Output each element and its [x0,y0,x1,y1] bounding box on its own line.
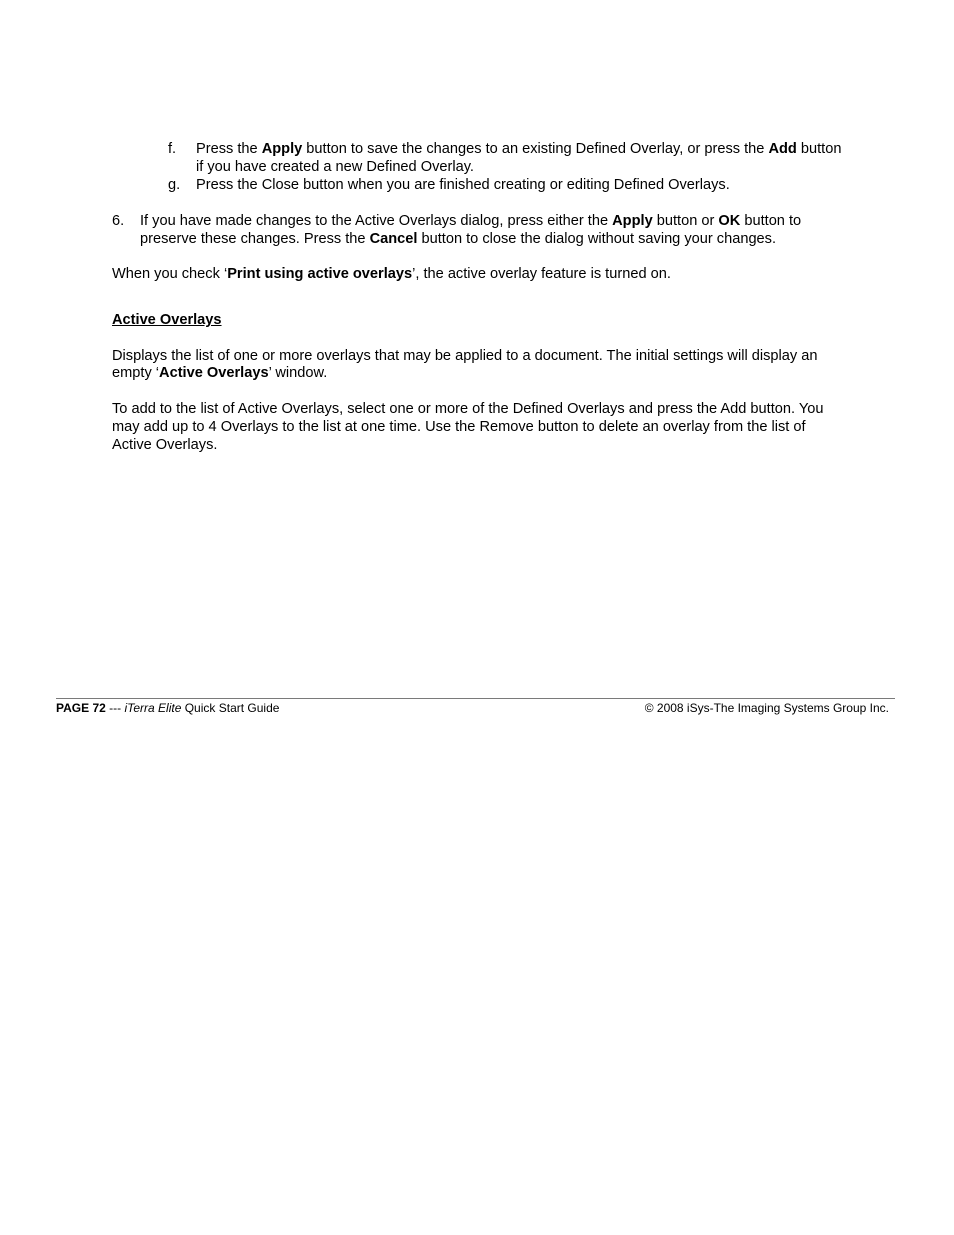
step-marker-6: 6. [112,213,125,229]
footer-divider [56,698,895,699]
cancel-term: Cancel [369,231,418,247]
para-2-line-3: Active Overlays. [112,437,218,453]
add-term: Add [768,141,797,157]
para-2-line-1: To add to the list of Active Overlays, select one or more of the Defined Overlays and press the Add button. You [112,401,824,417]
list-item-f-line-1: Press the Apply button to save the changes to an existing Defined Overlay, or press the Add button [196,141,842,157]
footer-copyright: © 2008 iSys-The Imaging Systems Group Inc. [644,701,889,715]
active-overlays-term: Active Overlays [159,365,269,381]
list-item-g-line-1: Press the Close button when you are finished creating or editing Defined Overlays. [196,177,730,193]
para-1-line-1: Displays the list of one or more overlays that may be applied to a document. The initial settings will display an [112,348,818,364]
para-2-line-2: may add up to 4 Overlays to the list at one time. Use the Remove button to delete an overlay from the list of [112,419,806,435]
step-6-line-2: preserve these changes. Press the Cancel button to close the dialog without saving your changes. [140,231,777,247]
list-marker-f: f. [168,141,177,157]
ok-term: OK [718,213,741,229]
para-1-line-2: empty ‘Active Overlays’ window. [112,365,328,381]
list-marker-g: g. [168,177,181,193]
list-item-f-line-2: if you have created a new Defined Overlay. [196,159,474,175]
section-heading-active-overlays: Active Overlays [112,312,222,328]
footer-page-number: PAGE 72 [56,701,106,715]
print-using-active-overlays-term: Print using active overlays [227,266,413,282]
apply-term: Apply [612,213,653,229]
footer-page-info: PAGE 72 --- iTerra Elite Quick Start Guide [56,701,280,715]
print-active-overlays-note: When you check ‘Print using active overlays’, the active overlay feature is turned on. [112,266,671,282]
footer-product-name: iTerra Elite [124,701,182,715]
apply-term: Apply [261,141,303,157]
step-6-line-1: If you have made changes to the Active Overlays dialog, press either the Apply button or OK button to [140,213,802,229]
